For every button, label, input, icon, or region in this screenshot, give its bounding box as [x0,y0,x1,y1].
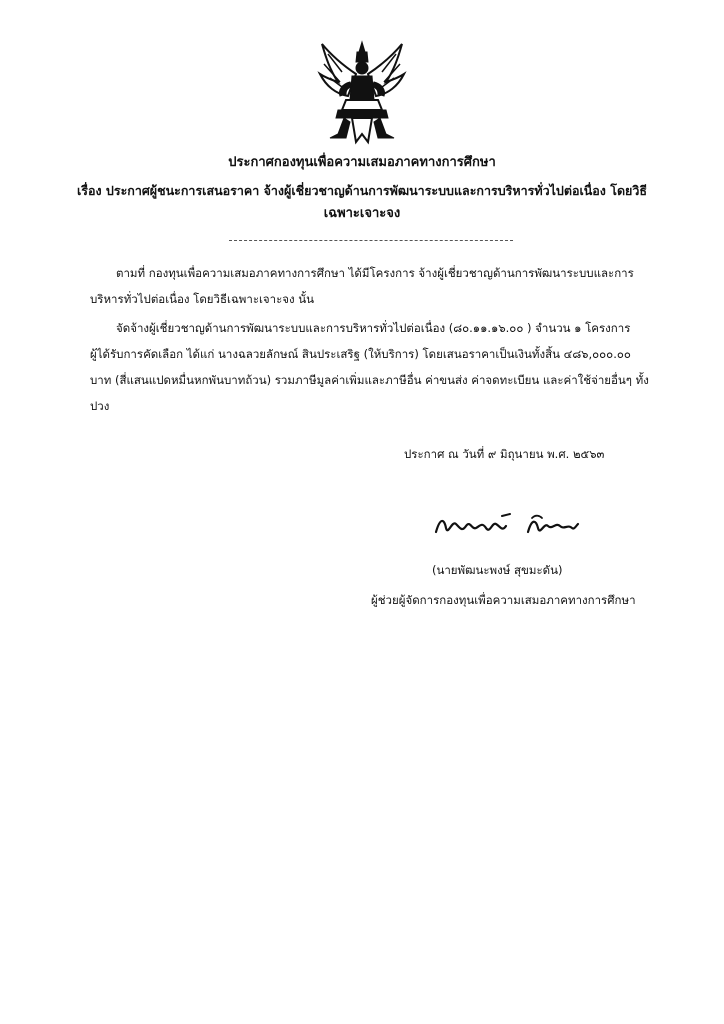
divider-rule [229,240,513,241]
paragraph-2-line-2: ผู้ได้รับการคัดเลือก ได้แก่ นางฉลวยลักษณ์ สินประเสริฐ (ให้บริการ) โดยเสนอราคาเป็นเงินทั้งสิ้น ๔๘๖,๐๐๐.๐๐ [90,347,631,361]
subject-line-2: เฉพาะเจาะจง [323,206,401,221]
paragraph-1-line-2: บริหารทั่วไปต่อเนื่อง โดยวิธีเฉพาะเจาะจง นั้น [90,292,315,306]
signer-name: (นายพัฒนะพงษ์ สุขมะดัน) [432,563,563,577]
paragraph-2-line-3: บาท (สี่แสนแปดหมื่นหกพันบาทถ้วน) รวมภาษีมูลค่าเพิ่มและภาษีอื่น ค่าขนส่ง ค่าจดทะเบียน และค่าใช้จ่ายอื่นๆ ทั้ง [90,373,649,387]
paragraph-1-line-1: ตามที่ กองทุนเพื่อความเสมอภาคทางการศึกษา ได้มีโครงการ จ้างผู้เชี่ยวชาญด้านการพัฒนาระบบและการ [116,266,634,280]
garuda-emblem-icon [316,38,408,148]
paragraph-2-line-1: จัดจ้างผู้เชี่ยวชาญด้านการพัฒนาระบบและการบริหารทั่วไปต่อเนื่อง (๘๐.๑๑.๑๖.๐๐ ) จำนวน ๑ โครงการ [116,321,631,335]
document-heading: ประกาศกองทุนเพื่อความเสมอภาคทางการศึกษา [228,155,496,170]
subject-line-1: เรื่อง ประกาศผู้ชนะการเสนอราคา จ้างผู้เชี่ยวชาญด้านการพัฒนาระบบและการบริหารทั่วไปต่อเนื่อง โดยวิธี [76,183,648,198]
signer-position: ผู้ช่วยผู้จัดการกองทุนเพื่อความเสมอภาคทางการศึกษา [371,593,636,607]
announcement-date: ประกาศ ณ วันที่ ๙ มิถุนายน พ.ศ. ๒๕๖๓ [404,447,605,461]
paragraph-2-line-4: ปวง [90,399,110,413]
handwritten-signature-icon [432,508,582,544]
